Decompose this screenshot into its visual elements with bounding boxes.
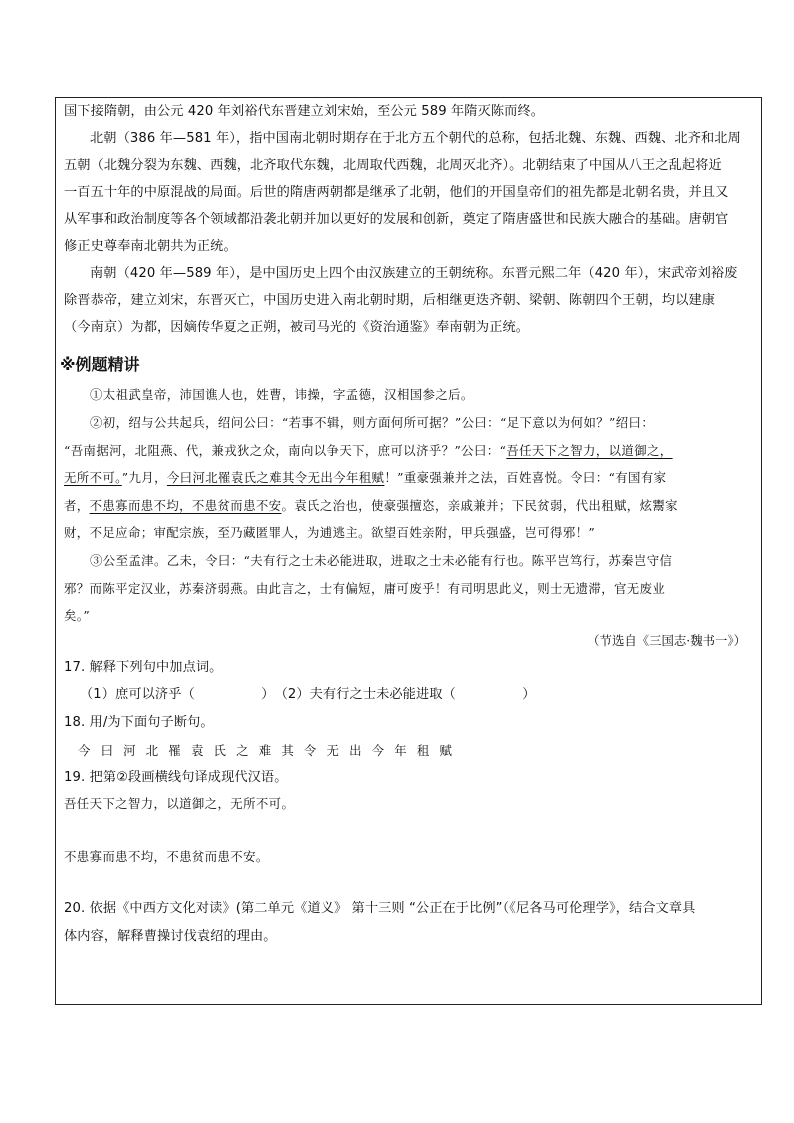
underlined-sentence: 今曰河北罹袁氏之难其令无出今年租赋 xyxy=(166,470,385,485)
question-19: 19. 把第②段画横线句译成现代汉语。 xyxy=(64,770,288,785)
question-20-line-2: 体内容，解释曹操讨伐袁绍的理由。 xyxy=(64,929,277,944)
intro-line-5: 从军事和政治制度等各个领域都沿袭北朝并加以更好的发展和创新，奠定了隋唐盛世和民族大融合的基础。唐朝官 xyxy=(64,212,729,227)
passage-line-9: 矣。” xyxy=(64,608,91,623)
passage-text: 者， xyxy=(64,498,90,513)
passage-line-7: ③公至孟津。乙未，令曰：“夫有行之士未必能进取，进取之士未必能有行也。陈平岂笃行，苏秦岂守信 xyxy=(90,553,673,568)
passage-text: 。袁氏之治也，使豪强擅恣，亲戚兼并；下民贫弱，代出租赋，炫鬻家 xyxy=(281,498,678,513)
intro-line-1: 国下接隋朝，由公元 420 年刘裕代东晋建立刘宋始，至公元 589 年隋灭陈而终。 xyxy=(64,104,545,119)
passage-text: ！”重豪强兼并之法，百姓喜悦。令曰：“有国有家 xyxy=(384,470,667,485)
intro-line-6: 修正史尊奉南北朝共为正统。 xyxy=(64,239,237,254)
underlined-sentence: 无所不可。 xyxy=(64,470,122,485)
passage-source: （节选自《三国志·魏书一》） xyxy=(587,633,746,648)
underlined-sentence: 吾任天下之智力，以道御之， xyxy=(506,443,673,458)
passage-line-4 xyxy=(64,467,666,489)
passage-line-6: 财，不足应命；审配宗族，至乃藏匿罪人，为逋逃主。欲望百姓亲附，甲兵强盛，岂可得邪！” xyxy=(64,525,596,540)
passage-line-3 xyxy=(64,440,673,462)
passage-line-2: ②初，绍与公共起兵，绍问公曰：“若事不辑，则方面何所可据？”公曰：“足下意以为何如？”绍曰： xyxy=(90,415,655,430)
section-title: ※例题精讲 xyxy=(60,355,140,374)
intro-line-3: 五朝（北魏分裂为东魏、西魏，北齐取代东魏，北周取代西魏，北周灭北齐）。北朝结束了中国从八王之乱起将近 xyxy=(64,158,722,173)
passage-text: “吾南据河，北阻燕、代，兼戎狄之众，南向以争天下，庶可以济乎？”公曰：“ xyxy=(64,443,507,458)
question-18-text: 今曰河北罹袁氏之难其令无出今年租赋 xyxy=(78,743,463,758)
passage-line-8: 邪？而陈平定汉业，苏秦济弱燕。由此言之，士有偏短，庸可废乎！有司明思此义，则士无遗滞，官无废业 xyxy=(64,581,666,596)
passage-line-5 xyxy=(64,495,678,517)
question-17-items: （1）庶可以济乎（ ） （2）夫有行之士未必能进取（ ） xyxy=(80,687,536,702)
passage-text: ”九月， xyxy=(121,470,167,485)
question-20-line-1: 20. 依据《中西方文化对读》(第二单元《道义》 第十三则 “公正在于比例”（《尼各马可伦理学》，结合文章具 xyxy=(64,901,696,916)
question-19-sentence-1: 吾任天下之智力，以道御之，无所不可。 xyxy=(64,796,295,811)
intro-line-7: 南朝（420 年—589 年），是中国历史上四个由汉族建立的王朝统称。东晋元熙二年（420 年），宋武帝刘裕废 xyxy=(90,266,738,281)
question-17: 17. 解释下列句中加点词。 xyxy=(64,660,223,675)
underlined-sentence: 不患寡而患不均，不患贫而患不安 xyxy=(89,498,282,513)
intro-line-9: （今南京）为都，因嫡传华夏之正朔，被司马光的《资治通鉴》奉南朝为正统。 xyxy=(64,320,530,335)
question-19-sentence-2: 不患寡而患不均，不患贫而患不安。 xyxy=(64,849,269,864)
intro-line-4: 一百五十年的中原混战的局面。后世的隋唐两朝都是继承了北朝，他们的开国皇帝们的祖先都是北朝名贵，并且又 xyxy=(64,185,729,200)
question-18: 18. 用/为下面句子断句。 xyxy=(64,715,214,730)
intro-line-8: 除晋恭帝，建立刘宋，东晋灭亡，中国历史进入南北朝时期，后相继更迭齐朝、梁朝、陈朝四个王朝，均以建康 xyxy=(64,293,716,308)
passage-line-1: ①太祖武皇帝，沛国谯人也，姓曹，讳操，字孟德，汉相国参之后。 xyxy=(90,387,474,402)
intro-line-2: 北朝（386 年—581 年），指中国南北朝时期存在于北方五个朝代的总称，包括北魏、东魏、西魏、北齐和北周 xyxy=(90,131,741,146)
